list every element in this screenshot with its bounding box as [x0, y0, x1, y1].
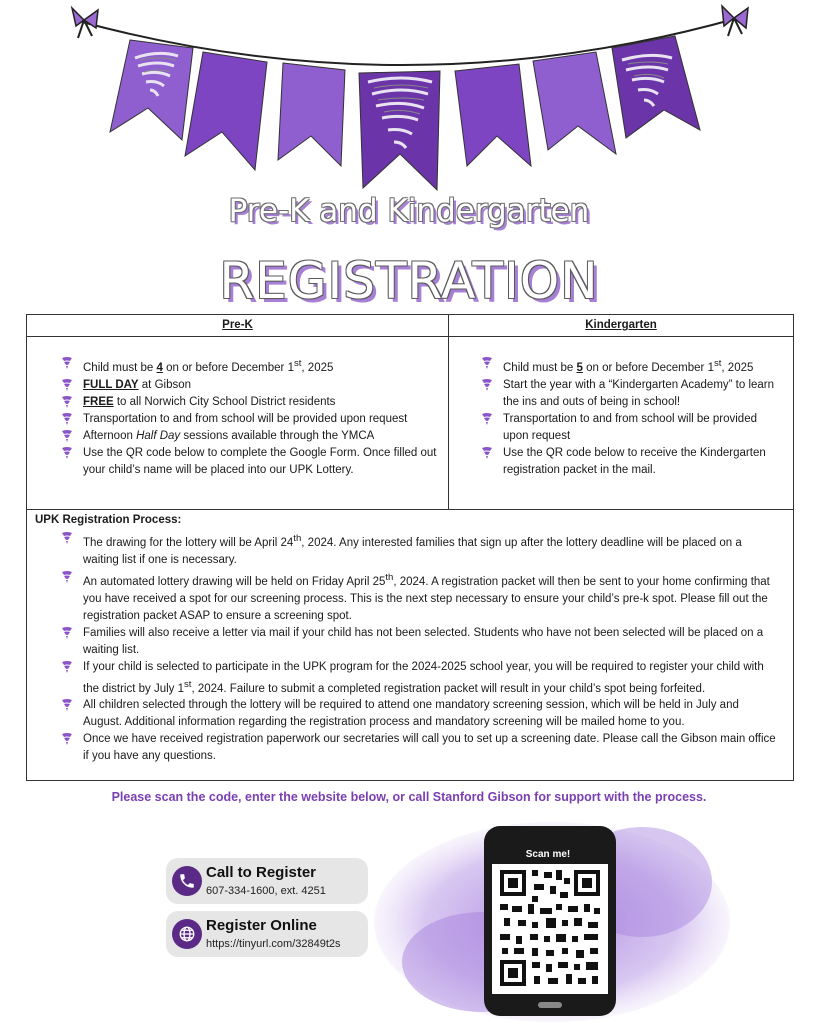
prek-column — [27, 315, 449, 509]
bullet-icon — [61, 570, 73, 584]
bullet-icon — [61, 446, 73, 460]
list-item: Transportation to and from school will be provided upon request — [481, 411, 793, 445]
kindergarten-list — [449, 337, 793, 479]
list-item: Afternoon Half Day sessions available through the YMCA — [61, 428, 448, 445]
prek-heading: Pre-K — [27, 315, 448, 337]
call-to-register-badge[interactable] — [166, 858, 368, 904]
smartphone-icon — [372, 812, 732, 1022]
bullet-icon — [61, 531, 73, 545]
bow-icon-right — [722, 6, 748, 36]
bullet-icon — [61, 356, 73, 370]
bullet-icon — [61, 395, 73, 409]
pennant-banner — [0, 0, 818, 195]
process-table — [26, 510, 794, 781]
call-phone[interactable]: 607-334-1600, ext. 4251 — [206, 885, 326, 897]
bullet-icon — [61, 626, 73, 640]
support-line: Please scan the code, enter the website below, or call Stanford Gibson for support with the process. — [111, 790, 707, 804]
program-table — [26, 314, 794, 510]
bullet-icon — [481, 446, 493, 460]
list-item: Once we have received registration paperwork our secretaries will call you to set up a screening date. Please call the Gibson main office if you have any questions. — [61, 731, 787, 765]
bullet-icon — [61, 429, 73, 443]
bullet-icon — [481, 356, 493, 370]
list-item: FULL DAY at Gibson — [61, 377, 448, 394]
page-subtitle: Pre-K and Kindergarten — [228, 193, 590, 229]
phone-icon — [172, 866, 202, 896]
bullet-icon — [481, 412, 493, 426]
list-item: FREE to all Norwich City School District residents — [61, 394, 448, 411]
list-item: Use the QR code below to receive the Kindergarten registration packet in the mail. — [481, 445, 793, 479]
list-item: The drawing for the lottery will be April 24th, 2024. Any interested families that sign up after the lottery deadline will be placed on a waiting list if one is necessary. — [61, 530, 787, 569]
scan-me-label: Scan me! — [513, 847, 583, 863]
web-title: Register Online — [206, 917, 317, 934]
prek-list — [27, 337, 448, 479]
bullet-icon — [61, 660, 73, 674]
globe-icon — [172, 919, 202, 949]
web-url[interactable]: https://tinyurl.com/32849t2s — [206, 938, 341, 950]
list-item: An automated lottery drawing will be held on Friday April 25th, 2024. A registration packet will then be sent to your home confirming that you have received a spot for our screening process. This is the next step necessary to ensure your child’s pre-k spot. Please fill out the registration packet ASAP to ensure a screening spot. — [61, 569, 787, 625]
call-title: Call to Register — [206, 864, 317, 881]
kindergarten-heading: Kindergarten — [449, 315, 793, 337]
bow-icon-left — [72, 8, 98, 38]
list-item: Child must be 5 on or before December 1st, 2025 — [481, 355, 793, 377]
register-online-badge[interactable] — [166, 911, 368, 957]
list-item: Start the year with a “Kindergarten Academy” to learn the ins and outs of being in school! — [481, 377, 793, 411]
page-title: REGISTRATION — [219, 252, 599, 310]
list-item: Transportation to and from school will be provided upon request — [61, 411, 448, 428]
bullet-icon — [481, 378, 493, 392]
bullet-icon — [61, 732, 73, 746]
list-item: All children selected through the lottery will be required to attend one mandatory screening session, which will be held in July and August. Additional information regarding the registration process and mandatory screening will be mailed home to you. — [61, 697, 787, 731]
list-item: If your child is selected to participate in the UPK program for the 2024-2025 school year, you will be required to register your child with the district by July 1st, 2024. Failure to submit a completed registration packet will result in your child’s spot being forfeited. — [61, 659, 787, 698]
bullet-icon — [61, 412, 73, 426]
bullet-icon — [61, 378, 73, 392]
bullet-icon — [61, 698, 73, 712]
list-item: Child must be 4 on or before December 1st, 2025 — [61, 355, 448, 377]
process-title: UPK Registration Process: — [35, 514, 182, 526]
list-item: Use the QR code below to complete the Google Form. Once filled out your child’s name will be placed into our UPK Lottery. — [61, 445, 448, 479]
process-list — [27, 528, 793, 765]
kindergarten-column — [449, 315, 793, 509]
list-item: Families will also receive a letter via mail if your child has not been selected. Students who have not been selected will be placed on a waiting list. — [61, 625, 787, 659]
